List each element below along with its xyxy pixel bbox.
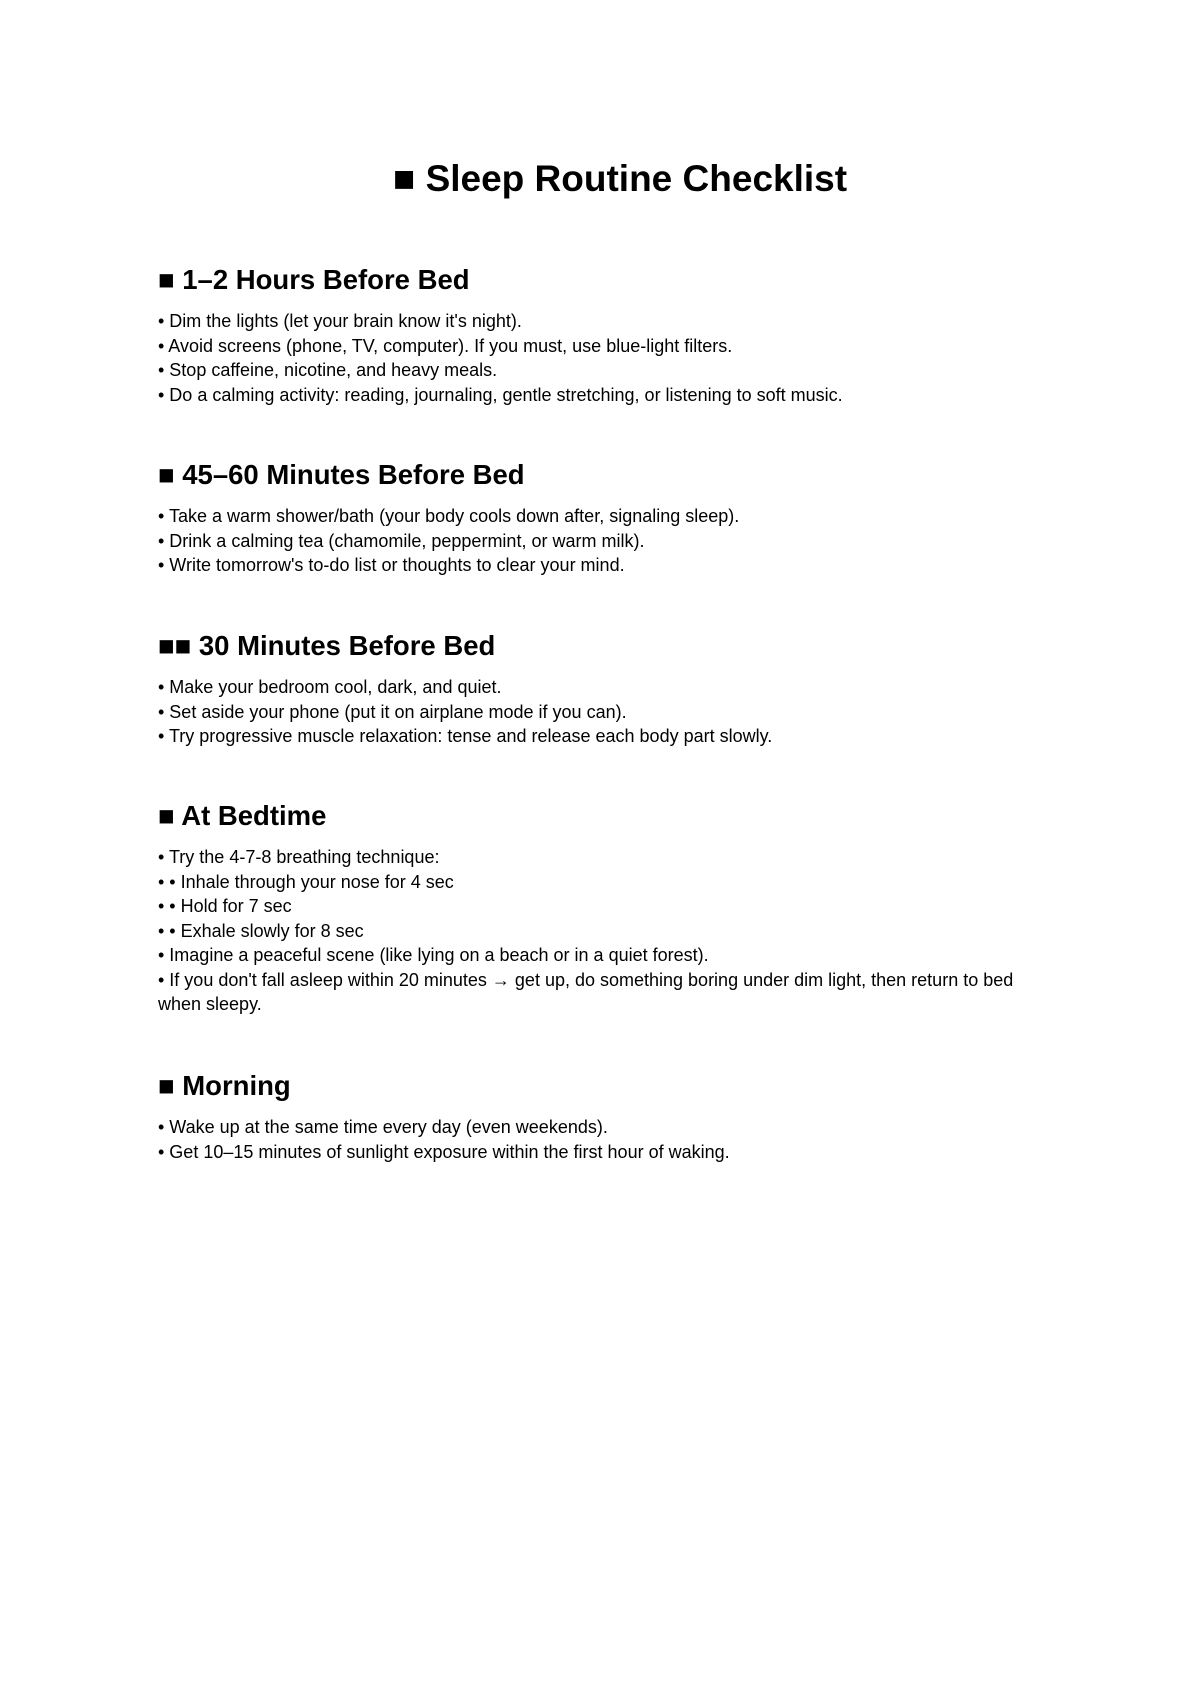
list-item: • If you don't fall asleep within 20 minutes → get up, do something boring under dim light, then return to bed when sleepy. xyxy=(158,969,1014,1014)
list-item: • • Hold for 7 sec xyxy=(158,896,292,916)
list-item: • Stop caffeine, nicotine, and heavy meals. xyxy=(158,360,498,380)
section-heading: ■ 45–60 Minutes Before Bed xyxy=(158,459,525,490)
list-item: • Make your bedroom cool, dark, and quiet. xyxy=(158,677,502,697)
list-item: • Drink a calming tea (chamomile, peppermint, or warm milk). xyxy=(158,530,645,551)
checklist xyxy=(158,309,1038,407)
list-item: • • Inhale through your nose for 4 sec xyxy=(158,871,454,892)
checklist xyxy=(158,1115,1038,1164)
list-item: • Try the 4-7-8 breathing technique: xyxy=(158,847,440,867)
list-item: • Avoid screens (phone, TV, computer). If you must, use blue-light filters. xyxy=(158,335,733,356)
list-item: • Do a calming activity: reading, journaling, gentle stretching, or listening to soft music. xyxy=(158,384,843,405)
checklist xyxy=(158,675,1038,749)
list-item: • Try progressive muscle relaxation: tense and release each body part slowly. xyxy=(158,726,773,746)
section-heading: ■■ 30 Minutes Before Bed xyxy=(158,630,496,661)
document-title: ■ Sleep Routine Checklist xyxy=(392,158,848,199)
checklist xyxy=(158,504,1038,578)
section-heading: ■ 1–2 Hours Before Bed xyxy=(158,264,470,295)
section-heading: ■ Morning xyxy=(158,1070,291,1101)
list-item: • Write tomorrow's to-do list or thoughts to clear your mind. xyxy=(158,555,625,575)
list-item: • Wake up at the same time every day (even weekends). xyxy=(158,1117,608,1137)
list-item: • Imagine a peaceful scene (like lying on a beach or in a quiet forest). xyxy=(158,945,709,965)
list-item: • Dim the lights (let your brain know it's night). xyxy=(158,311,522,331)
section-1-2-hours xyxy=(158,262,1038,407)
section-heading: ■ At Bedtime xyxy=(158,800,327,831)
list-item: • Take a warm shower/bath (your body cools down after, signaling sleep). xyxy=(158,506,740,526)
section-morning xyxy=(158,1068,1038,1164)
section-at-bedtime xyxy=(158,798,1038,1017)
checklist xyxy=(158,845,1038,1017)
list-item: • Get 10–15 minutes of sunlight exposure within the first hour of waking. xyxy=(158,1141,730,1162)
section-30-minutes xyxy=(158,628,1038,749)
list-item: • • Exhale slowly for 8 sec xyxy=(158,920,364,941)
section-45-60-minutes xyxy=(158,457,1038,578)
list-item: • Set aside your phone (put it on airplane mode if you can). xyxy=(158,701,627,722)
